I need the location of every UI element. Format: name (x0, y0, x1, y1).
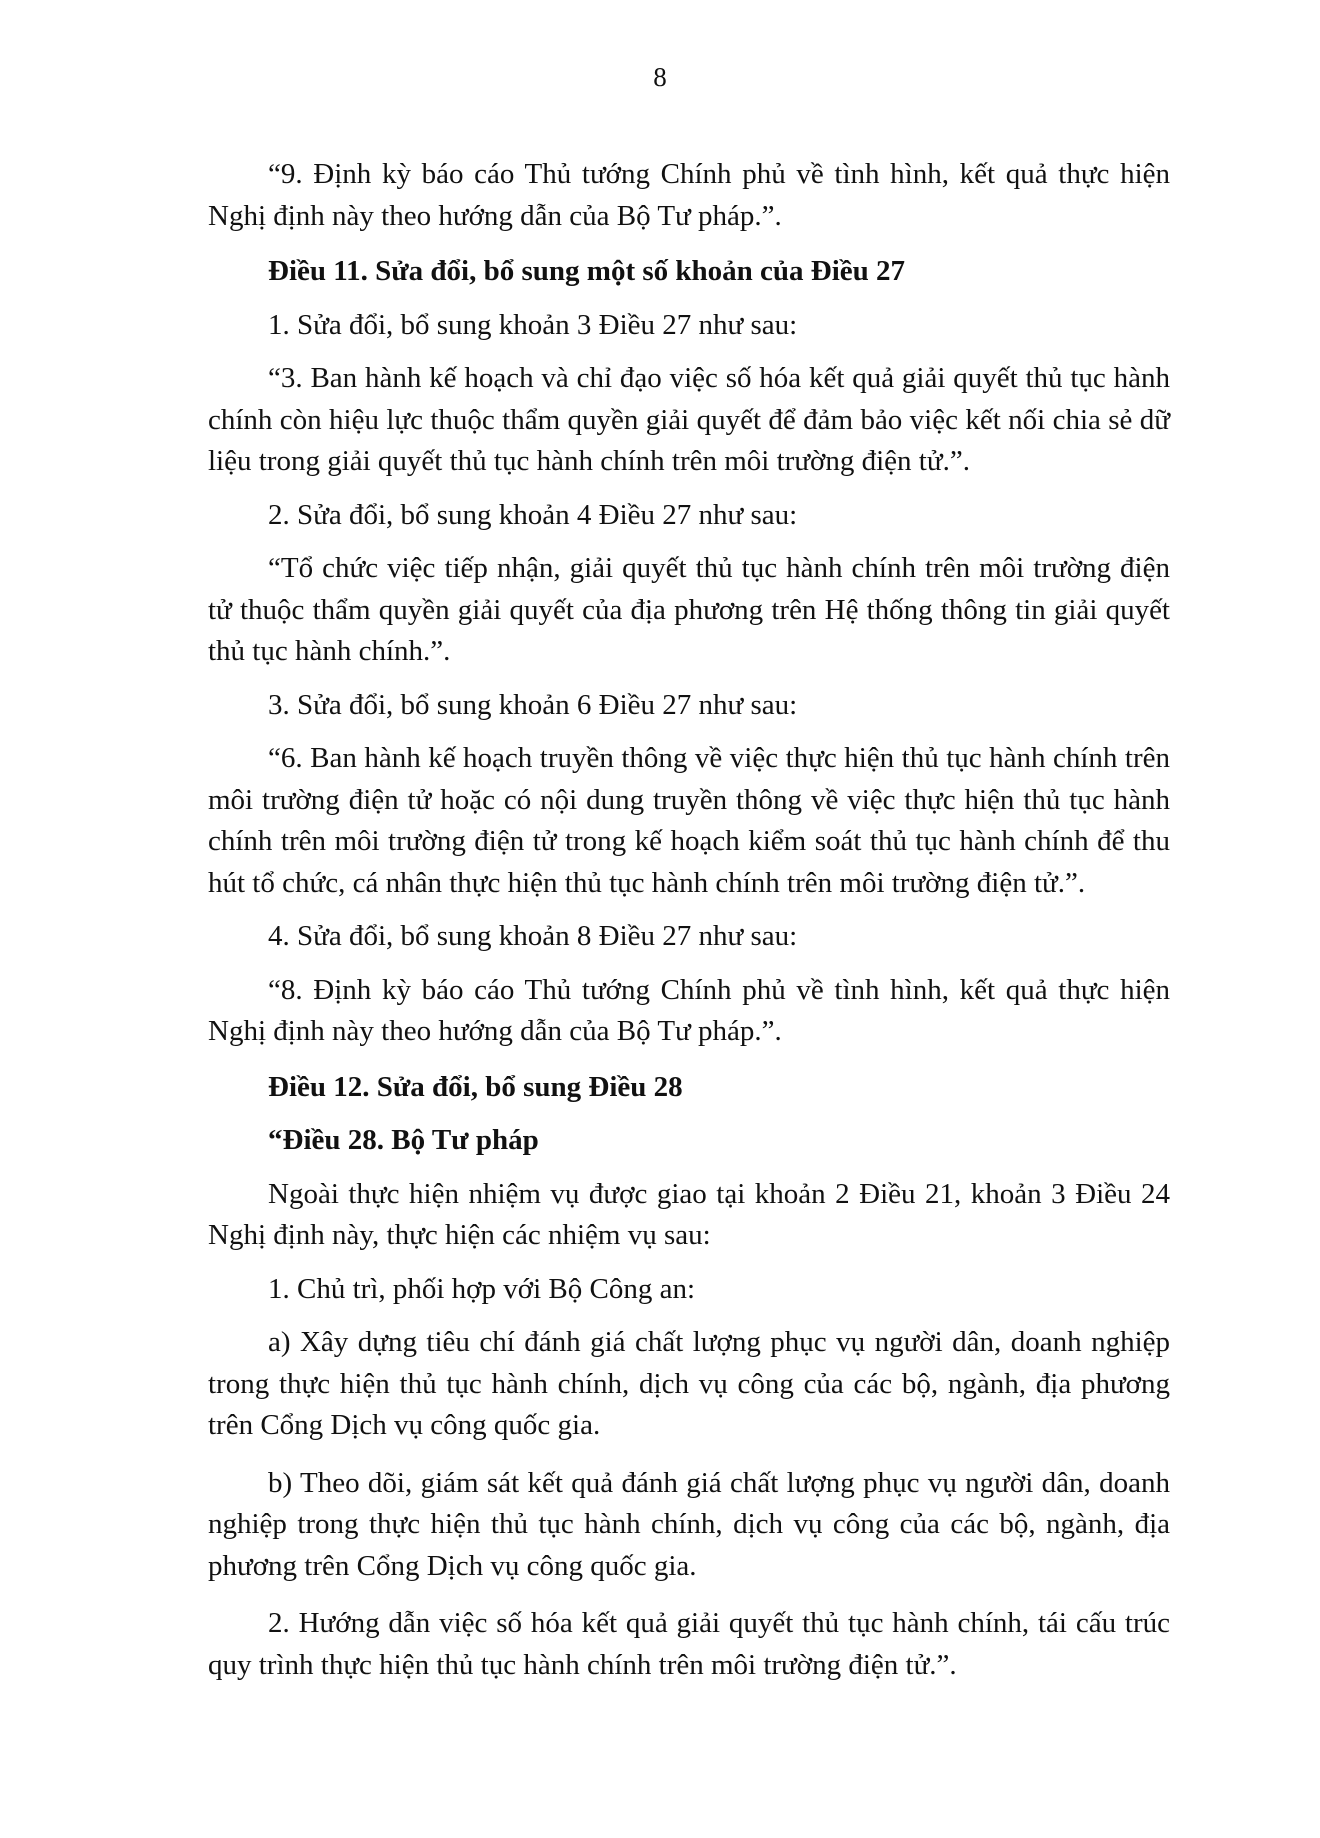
paragraph-quote-item-6: “6. Ban hành kế hoạch truyền thông về việc thực hiện thủ tục hành chính trên môi trường điện tử hoặc có nội dung truyền thông về việc thực hiện thủ tục hành chính trên môi trường điện tử trong kế hoạch kiểm soát thủ tục hành chính để thu hút tổ chức, cá nhân thực hiện thủ tục hành chính trên môi trường điện tử.”. (208, 742, 1170, 899)
article-28-heading: “Điều 28. Bộ Tư pháp (268, 1124, 539, 1156)
document-body (208, 154, 1170, 1686)
page-number: 8 (653, 62, 667, 92)
paragraph-amend-clause-4: 2. Sửa đổi, bổ sung khoản 4 Điều 27 như sau: (268, 498, 798, 531)
paragraph-item-1: 1. Chủ trì, phối hợp với Bộ Công an: (268, 1272, 696, 1305)
article-11-heading: Điều 11. Sửa đổi, bổ sung một số khoản của Điều 27 (268, 255, 906, 287)
paragraph-item-1a: a) Xây dựng tiêu chí đánh giá chất lượng phục vụ người dân, doanh nghiệp trong thực hiện thủ tục hành chính, dịch vụ công của các bộ, ngành, địa phương trên Cổng Dịch vụ công quốc gia. (208, 1326, 1170, 1441)
paragraph-quote-item-8: “8. Định kỳ báo cáo Thủ tướng Chính phủ về tình hình, kết quả thực hiện Nghị định này theo hướng dẫn của Bộ Tư pháp.”. (208, 973, 1170, 1047)
paragraph-item-1b: b) Theo dõi, giám sát kết quả đánh giá chất lượng phục vụ người dân, doanh nghiệp trong thực hiện thủ tục hành chính, dịch vụ công của các bộ, ngành, địa phương trên Cổng Dịch vụ công quốc gia. (208, 1466, 1170, 1582)
paragraph-item-2: 2. Hướng dẫn việc số hóa kết quả giải quyết thủ tục hành chính, tái cấu trúc quy trình thực hiện thủ tục hành chính trên môi trường điện tử.”. (208, 1607, 1170, 1681)
paragraph-quote-clause-4: “Tổ chức việc tiếp nhận, giải quyết thủ tục hành chính trên môi trường điện tử thuộc thẩm quyền giải quyết của địa phương trên Hệ thống thông tin giải quyết thủ tục hành chính.”. (208, 552, 1170, 667)
paragraph-quote-item-9: “9. Định kỳ báo cáo Thủ tướng Chính phủ về tình hình, kết quả thực hiện Nghị định này theo hướng dẫn của Bộ Tư pháp.”. (208, 158, 1170, 232)
paragraph-article-28-intro: Ngoài thực hiện nhiệm vụ được giao tại khoản 2 Điều 21, khoản 3 Điều 24 Nghị định này, thực hiện các nhiệm vụ sau: (208, 1177, 1170, 1251)
paragraph-amend-clause-3: 1. Sửa đổi, bổ sung khoản 3 Điều 27 như sau: (268, 308, 798, 341)
paragraph-amend-clause-6: 3. Sửa đổi, bổ sung khoản 6 Điều 27 như sau: (268, 688, 798, 721)
paragraph-quote-item-3: “3. Ban hành kế hoạch và chỉ đạo việc số hóa kết quả giải quyết thủ tục hành chính còn hiệu lực thuộc thẩm quyền giải quyết để đảm bảo việc kết nối chia sẻ dữ liệu trong giải quyết thủ tục hành chính trên môi trường điện tử.”. (208, 362, 1170, 477)
article-12-heading: Điều 12. Sửa đổi, bổ sung Điều 28 (268, 1070, 683, 1103)
paragraph-amend-clause-8: 4. Sửa đổi, bổ sung khoản 8 Điều 27 như sau: (268, 920, 798, 952)
